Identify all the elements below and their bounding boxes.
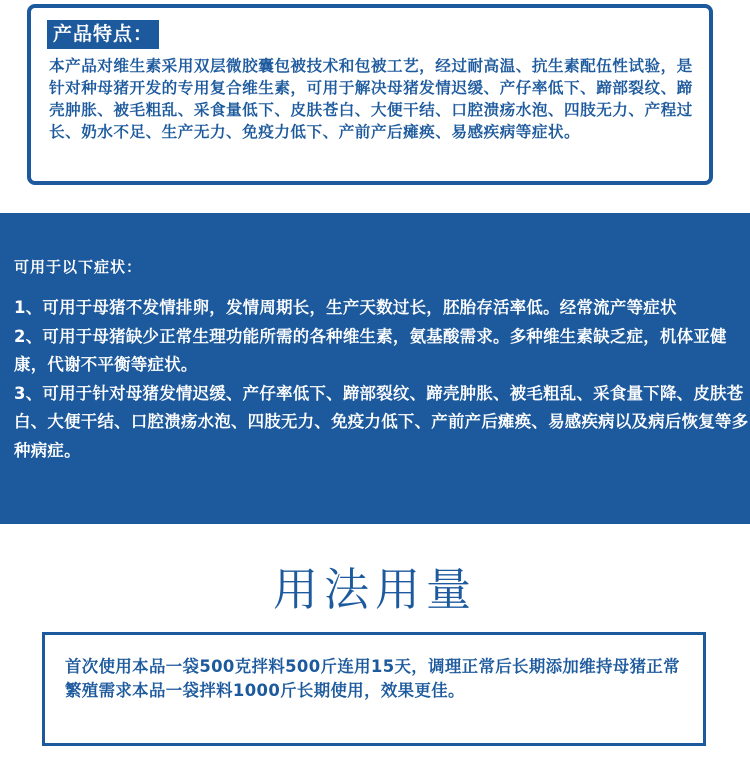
symptom-item-3: 3、可用于针对母猪发情迟缓、产仔率低下、蹄部裂纹、蹄壳肿胀、被毛粗乱、采食量下降、皮肤苍白、大便干结、口腔溃疡水泡、四肢无力、免疫力低下、产前产后瘫痪、易感疾病以及病后恢复等多种病症。 [14, 383, 749, 460]
product-features-text: 本产品对维生素采用双层微胶囊包被技术和包被工艺，经过耐高温、抗生素配伍性试验，是针对种母猪开发的专用复合维生素，可用于解决母猪发情迟缓、产仔率低下、蹄部裂纹、蹄壳肿胀、被毛粗乱、采食量低下、皮肤苍白、大便干结、口腔溃疡水泡、四肢无力、产程过长、奶水不足、生产无力、免疫力低下、产前产后瘫痪、易感疾病等症状。 [49, 57, 693, 141]
symptoms-title: 可用于以下症状： [14, 258, 143, 276]
usage-text: 首次使用本品一袋500克拌料500斤连用15天，调理正常后长期添加维持母猪正常繁殖需求本品一袋拌料1000斤长期使用，效果更佳。 [65, 657, 680, 700]
symptom-item-1: 1、可用于母猪不发情排卵，发情周期长，生产天数过长，胚胎存活率低。经常流产等症状 [14, 298, 677, 317]
usage-heading: 用法用量 [272, 563, 477, 616]
product-features-panel [27, 4, 713, 185]
product-features-tag: 产品特点： [47, 20, 159, 49]
usage-panel [42, 632, 706, 746]
symptom-item-2: 2、可用于母猪缺少正常生理功能所需的各种维生素，氨基酸需求。多种维生素缺乏症，机体亚健康，代谢不平衡等症状。 [14, 326, 727, 374]
symptoms-list [14, 294, 750, 465]
symptoms-band [0, 213, 750, 524]
